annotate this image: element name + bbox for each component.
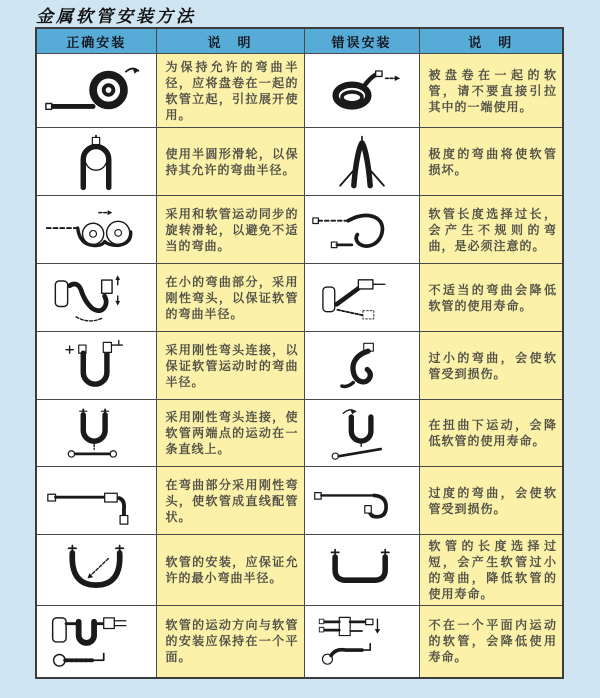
correct-illustration-rigid-elbow-small-bend [36, 264, 156, 332]
correct-description: 软管的运动方向与软管的安装应保持在一个平面。 [156, 606, 304, 678]
correct-description: 为保持允许的弯曲半径，应将盘卷在一起的软管立起，引拉展开使用。 [156, 54, 304, 128]
wrong-illustration-short-hose [304, 535, 419, 606]
table-row [36, 196, 563, 264]
wrong-description: 不在一个平面内运动的软管，会降低使用寿命。 [419, 606, 563, 678]
wrong-description: 过小的弯曲，会使软管受到损伤。 [419, 332, 563, 400]
wrong-description: 极度的弯曲将使软管损坏。 [419, 128, 563, 196]
wrong-illustration-sharp-connector-bend [304, 264, 419, 332]
out-of-plane-motion-icon [312, 609, 412, 673]
wrong-description: 在扭曲下运动，会降低软管的使用寿命。 [419, 400, 563, 467]
correct-illustration-coil-stood-up [36, 54, 156, 128]
coil-pulled-icon [312, 62, 412, 120]
correct-description: 在小的弯曲部分，采用刚性弯头，以保证软管的弯曲半径。 [156, 264, 304, 332]
table-row [36, 535, 563, 606]
header-description-2: 说 明 [419, 28, 563, 54]
wrong-illustration-coil-pulled [304, 54, 419, 128]
table-row [36, 400, 563, 467]
correct-description: 采用刚性弯头连接，以保证软管运动时的弯曲半径。 [156, 332, 304, 400]
table-row [36, 467, 563, 535]
correct-illustration-one-plane [36, 606, 156, 678]
correct-illustration-min-bend-radius [36, 535, 156, 606]
coil-stood-up-icon [43, 61, 149, 121]
table-row [36, 128, 563, 196]
u-hose-elbows-icon [46, 336, 146, 396]
wrong-illustration-irregular-bend [304, 196, 419, 264]
small-bend-hook-icon [314, 336, 410, 396]
twist-motion-icon [313, 403, 411, 463]
table-row [36, 606, 563, 678]
correct-description: 软管的安装，应保证允许的最小弯曲半径。 [156, 535, 304, 606]
excessive-curl-icon [311, 472, 413, 530]
straight-piping-elbow-icon [43, 472, 149, 530]
correct-illustration-straight-piping [36, 467, 156, 535]
correct-description: 采用刚性弯头连接，使软管两端点的运动在一条直线上。 [156, 400, 304, 467]
wrong-description: 不适当的弯曲会降低软管的使用寿命。 [419, 264, 563, 332]
wrong-description: 软管长度选择过长，会产生不规则的弯曲，是必须注意的。 [419, 196, 563, 264]
correct-illustration-pulley [36, 128, 156, 196]
min-bend-radius-icon [44, 541, 148, 599]
inline-motion-icon [46, 403, 146, 463]
irregular-bend-icon [311, 201, 413, 259]
wrong-description: 被盘卷在一起的软管，请不要直接引拉其中的一端使用。 [419, 54, 563, 128]
wrong-description: 过度的弯曲，会使软管受到损伤。 [419, 467, 563, 535]
table-row [36, 332, 563, 400]
one-plane-motion-icon [43, 609, 149, 673]
wrong-illustration-sharp-peak [304, 128, 419, 196]
wrong-illustration-out-of-plane [304, 606, 419, 678]
correct-description: 采用和软管运动同步的旋转滑轮，以避免不适当的弯曲。 [156, 196, 304, 264]
installation-guide-table [35, 27, 564, 679]
wrong-illustration-twist-motion [304, 400, 419, 467]
correct-illustration-rotating-pulleys [36, 196, 156, 264]
correct-description: 在弯曲部分采用刚性弯头，使软管成直线配管状。 [156, 467, 304, 535]
header-row [36, 28, 563, 54]
rotating-pulleys-icon [43, 201, 149, 259]
sharp-connector-bend-icon [312, 269, 412, 327]
correct-illustration-inline-motion [36, 400, 156, 467]
page-title: 金属软管安装方法 [36, 7, 196, 27]
header-description-1: 说 明 [156, 28, 304, 54]
wrong-illustration-end-curl [304, 467, 419, 535]
wrong-description: 软管的长度选择过短，会产生软管过小的弯曲，降低软管的使用寿命。 [419, 535, 563, 606]
correct-illustration-u-hose-elbows [36, 332, 156, 400]
table-row [36, 54, 563, 128]
header-correct-install: 正确安装 [36, 28, 156, 54]
header-wrong-install: 错误安装 [304, 28, 419, 54]
rigid-elbow-bend-icon [44, 268, 148, 328]
wrong-illustration-small-bend-hook [304, 332, 419, 400]
semicircular-pulley-icon [46, 132, 146, 192]
extreme-bend-icon [312, 133, 412, 191]
correct-description: 使用半圆形滑轮，以保持其允许的弯曲半径。 [156, 128, 304, 196]
table-row [36, 264, 563, 332]
short-hose-icon [311, 542, 413, 598]
